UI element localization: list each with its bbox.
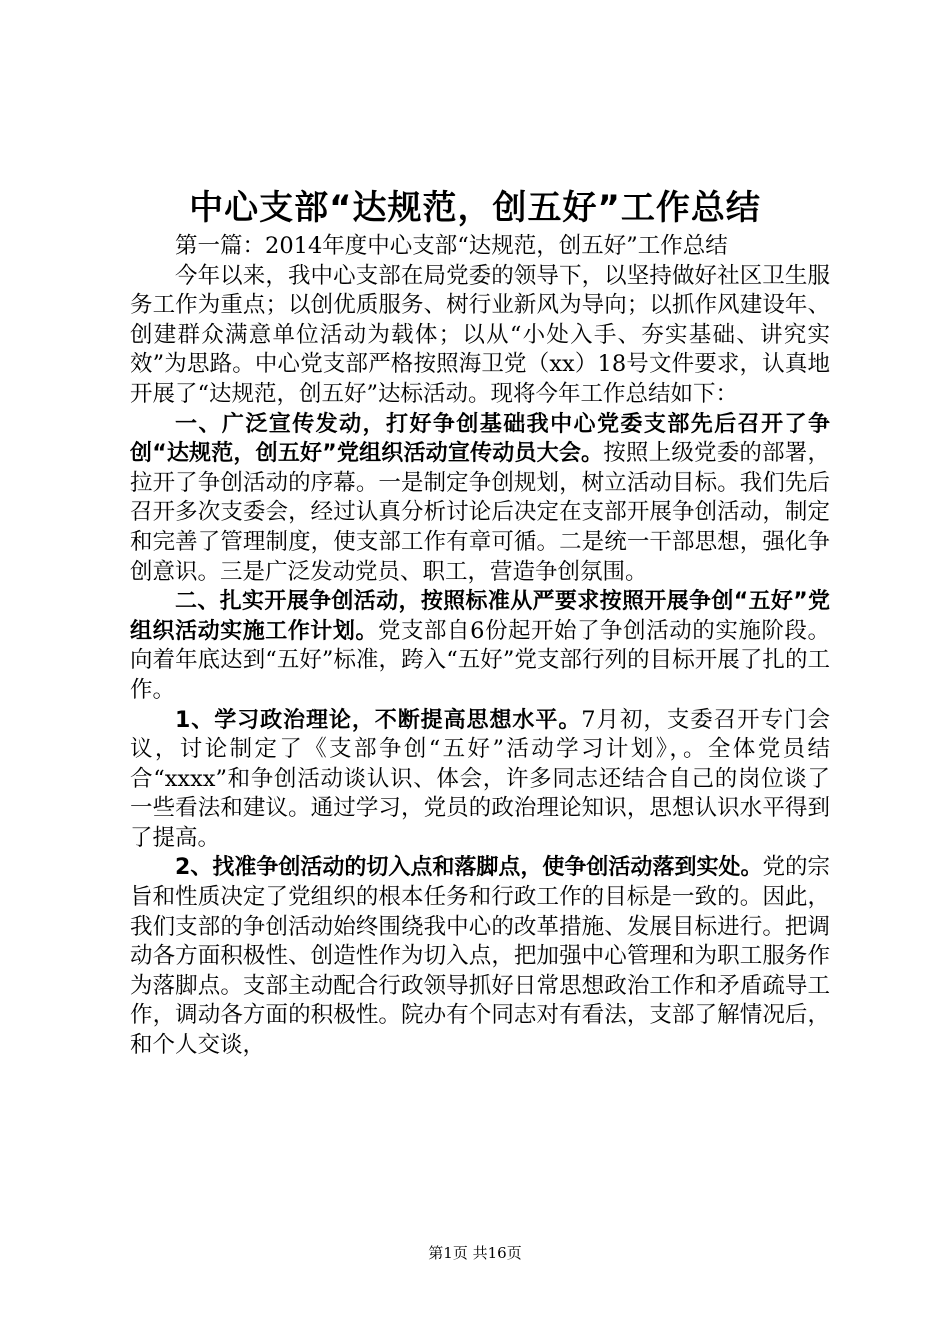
paragraph-text: 党的宗旨和性质决定了党组织的根本任务和行政工作的目标是一致的。因此，我们支部的争创活动始终围绕我中心的改革措施、发展目标进行。把调动各方面积极性、创造性作为切入点，把加强中心管理和为职工服务作为落脚点。支部主动配合行政领导抓好日常思想政治工作和矛盾疏导工作，调动各方面的积极性。院办有个同志对有看法，支部了解情况后，和个人交谈， xyxy=(130,854,830,1059)
paragraph-text: 今年以来，我中心支部在局党委的领导下，以坚持做好社区卫生服务工作为重点；以创优质服务、树行业新风为导向；以抓作风建设年、创建群众满意单位活动为载体；以从“小处入手、夯实基础、讲究实效”为思路。中心党支部严格按照海卫党（xx）18号文件要求，认真地开展了“达规范，创五好”达标活动。现将今年工作总结如下： xyxy=(130,262,830,407)
paragraph-heading: 一、广泛宣传发动，打好争创基础我中心党委支部先后召开了争创“达规范，创五好”党组织活动宣传动员大会。 xyxy=(130,411,830,467)
document-title: 中心支部“达规范，创五好”工作总结 xyxy=(189,188,761,228)
page-number-footer: 第1页 共16页 xyxy=(428,1244,522,1262)
paragraph-4 xyxy=(130,587,830,705)
document-body xyxy=(130,232,830,1061)
paragraph-text: 7月初，支委召开专门会议，讨论制定了《支部争创“五好”活动学习计划》，。全体党员结合“xxxx”和争创活动谈认识、体会，许多同志还结合自己的岗位谈了一些看法和建议。通过学习，党员的政治理论知识，思想认识水平得到了提高。 xyxy=(130,706,830,851)
paragraph-text: 第一篇：2014年度中心支部“达规范，创五好”工作总结 xyxy=(175,233,728,259)
paragraph-heading: 2、找准争创活动的切入点和落脚点，使争创活动落到实处。 xyxy=(175,855,763,881)
paragraph-6 xyxy=(130,853,830,1060)
paragraph-text: 按照上级党委的部署，拉开了争创活动的序幕。一是制定争创规划，树立活动目标。我们先后召开多次支委会，经过认真分析讨论后决定在支部开展争创活动，制定和完善了管理制度，使支部工作有章可循。二是统一干部思想，强化争创意识。三是广泛发动党员、职工，营造争创氛围。 xyxy=(130,440,830,585)
paragraph-3 xyxy=(130,410,830,588)
paragraph-text: 党支部自6份起开始了争创活动的实施阶段。向着年底达到“五好”标准，跨入“五好”党支部行列的目标开展了扎的工作。 xyxy=(130,617,830,703)
paragraph-5 xyxy=(130,706,830,854)
paragraph-heading: 1、学习政治理论，不断提高思想水平。 xyxy=(175,707,582,733)
paragraph-heading: 二、扎实开展争创活动，按照标准从严要求按照开展争创“五好”党组织活动实施工作计划。 xyxy=(130,589,830,644)
paragraph-2 xyxy=(130,262,830,410)
paragraph-1 xyxy=(130,232,830,262)
